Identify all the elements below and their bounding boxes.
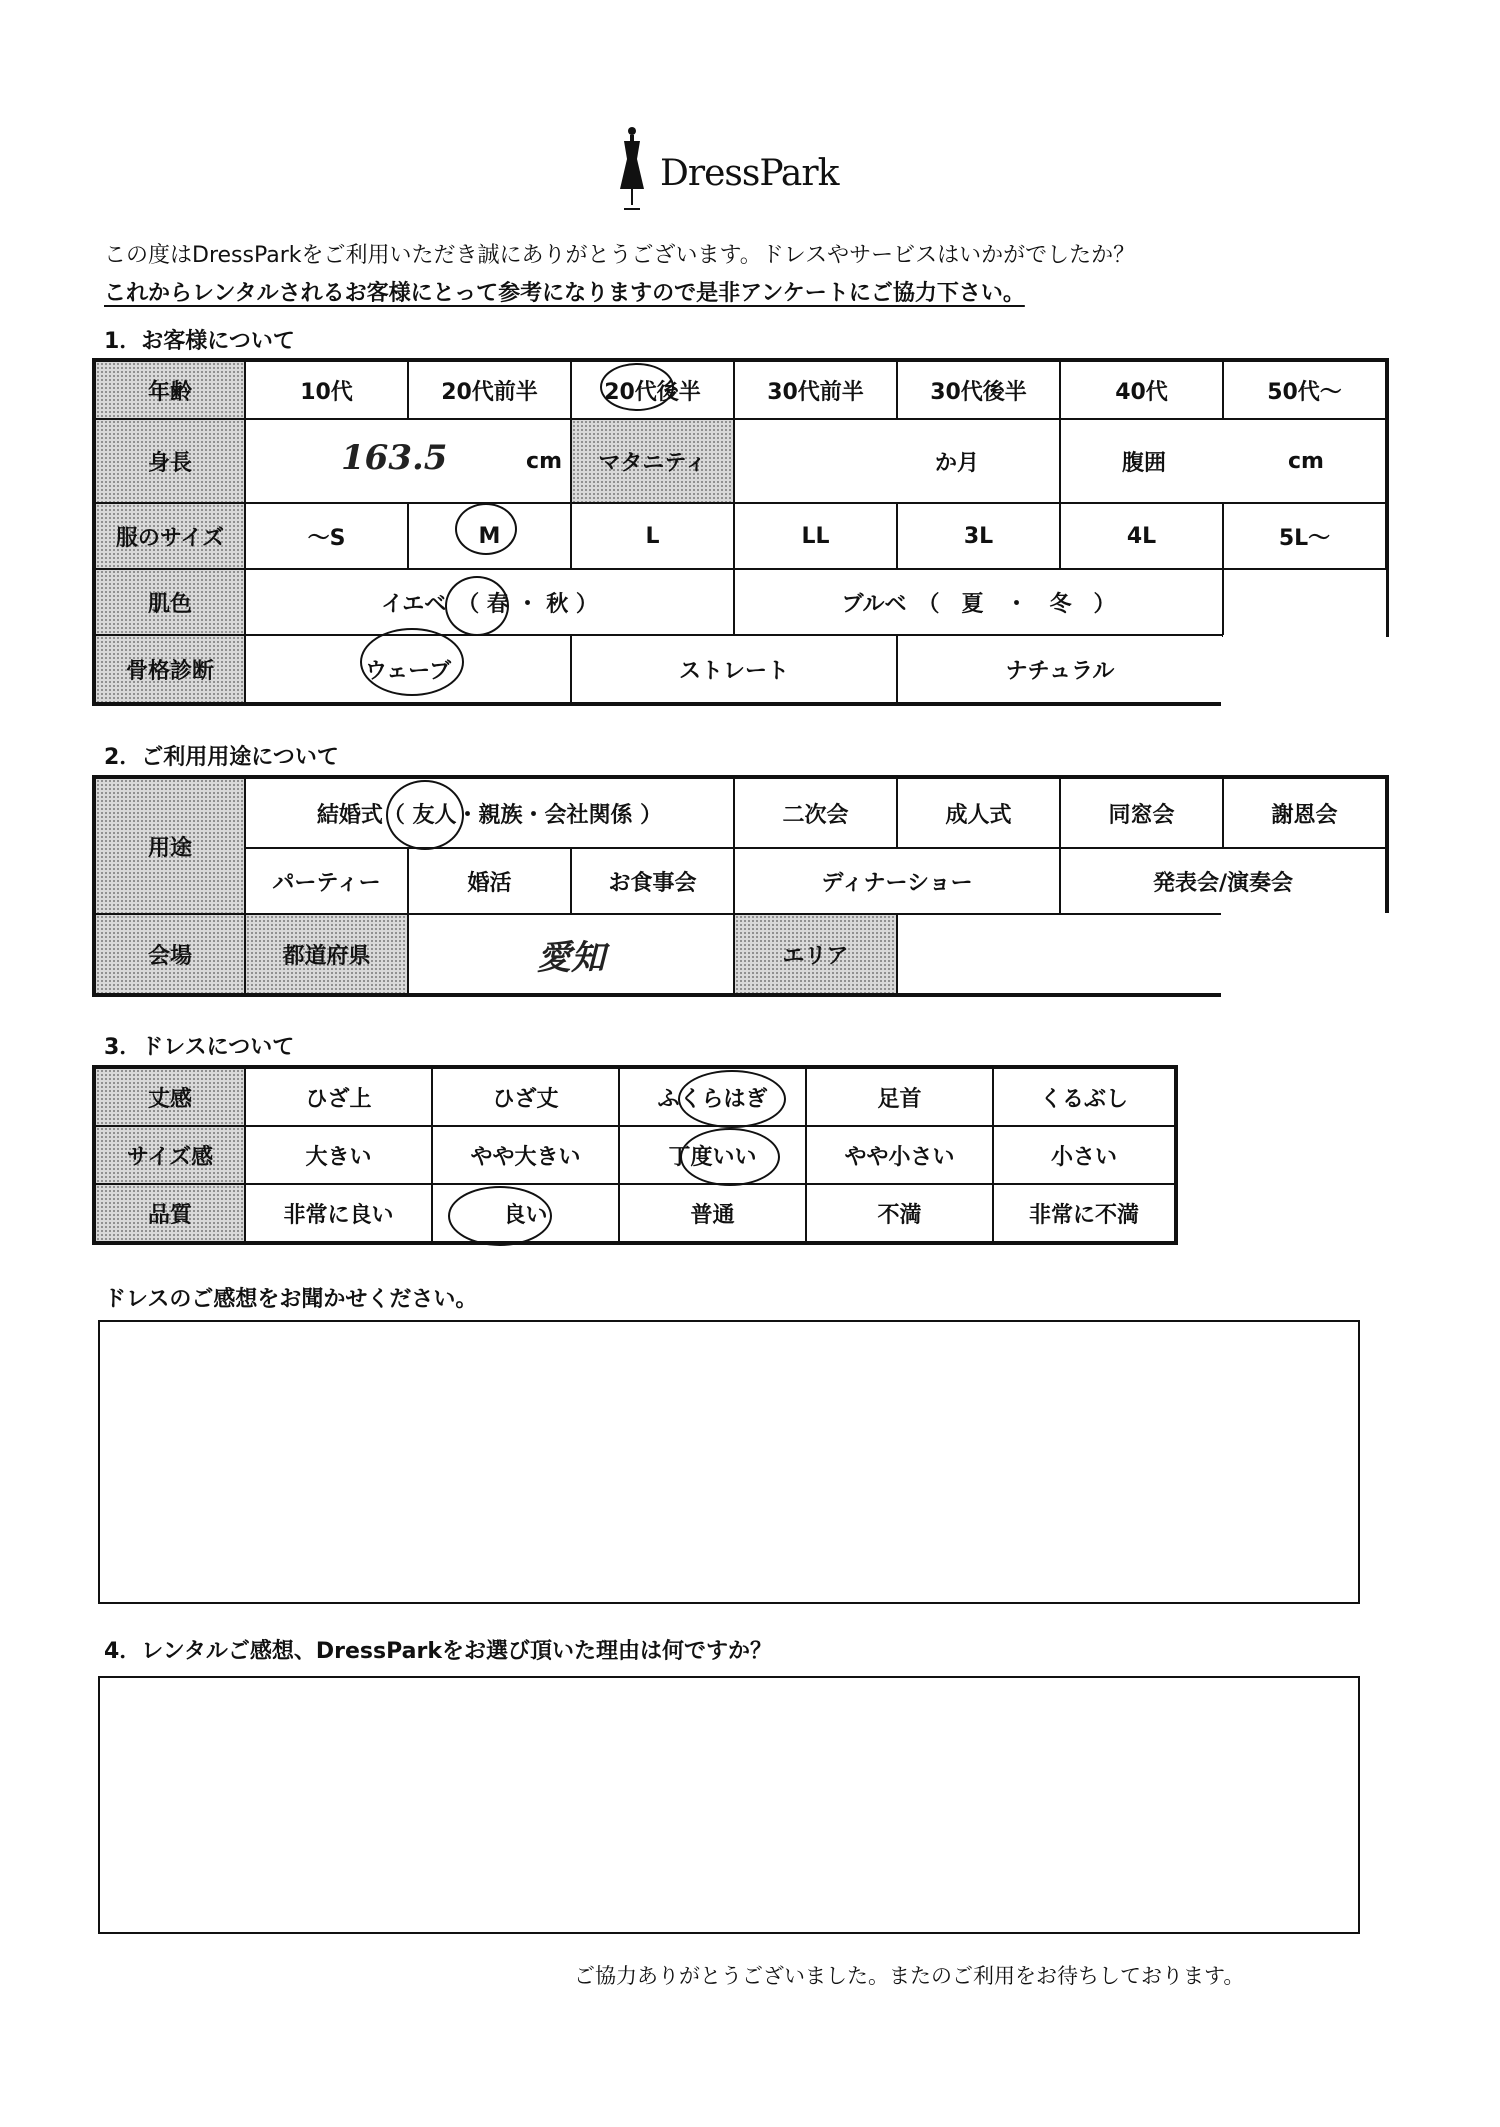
purpose-option[interactable]: ディナーショー	[734, 848, 1060, 914]
length-option[interactable]: ひざ丈	[432, 1068, 619, 1126]
venue-label: 会場	[95, 914, 245, 994]
section-2-title: 2．ご利用用途について	[104, 745, 339, 770]
prefecture-label: 都道府県	[245, 914, 408, 994]
logo-text: DressPark	[660, 153, 839, 194]
purpose-option[interactable]: 二次会	[734, 778, 897, 848]
length-option[interactable]: ふくらはぎ	[619, 1068, 806, 1126]
customer-table	[92, 358, 1389, 706]
dress-table	[92, 1065, 1178, 1245]
maternity-label: マタニティ	[571, 419, 734, 503]
purpose-option[interactable]: パーティー	[245, 848, 408, 914]
usage-table	[92, 775, 1389, 997]
age-option[interactable]: 40代	[1060, 361, 1223, 419]
quality-label: 品質	[95, 1184, 245, 1242]
purpose-label: 用途	[95, 778, 245, 914]
age-option[interactable]: 20代前半	[408, 361, 571, 419]
purpose-option[interactable]: 同窓会	[1060, 778, 1223, 848]
skin-yellow-option[interactable]: イエベ （ 春 ・ 秋 ）	[245, 569, 734, 635]
intro-line-2: これからレンタルされるお客様にとって参考になりますので是非アンケートにご協力下さい。	[104, 281, 1025, 306]
length-option[interactable]: くるぶし	[993, 1068, 1175, 1126]
quality-option[interactable]: 良い	[432, 1184, 619, 1242]
footer-thanks: ご協力ありがとうございました。またのご利用をお待ちしております。	[574, 1964, 1245, 1988]
dress-comment-title: ドレスのご感想をお聞かせください。	[104, 1287, 478, 1312]
skeleton-label: 骨格診断	[95, 635, 245, 703]
dress-mannequin-icon	[612, 125, 652, 215]
size-option[interactable]: ～S	[245, 503, 408, 569]
age-option[interactable]: 30代前半	[734, 361, 897, 419]
area-field[interactable]	[897, 914, 1223, 994]
size-label: 服のサイズ	[95, 503, 245, 569]
age-label: 年齢	[95, 361, 245, 419]
age-option[interactable]: 50代～	[1223, 361, 1386, 419]
height-unit: cm	[526, 448, 562, 474]
maternity-months-field[interactable]	[734, 419, 1060, 503]
size-option[interactable]: 3L	[897, 503, 1060, 569]
table-notch	[1221, 913, 1391, 999]
wedding-option[interactable]: 結婚式（ 友人・親族・会社関係 ）	[245, 778, 734, 848]
quality-option[interactable]: 普通	[619, 1184, 806, 1242]
months-unit: か月	[934, 450, 979, 476]
quality-option[interactable]: 非常に良い	[245, 1184, 432, 1242]
age-option[interactable]: 30代後半	[897, 361, 1060, 419]
purpose-option[interactable]: 婚活	[408, 848, 571, 914]
height-handwritten-value: 163.5	[341, 438, 448, 478]
fit-option[interactable]: やや小さい	[806, 1126, 993, 1184]
area-label: エリア	[734, 914, 897, 994]
purpose-option[interactable]: お食事会	[571, 848, 734, 914]
size-option[interactable]: 5L～	[1223, 503, 1386, 569]
size-option[interactable]: 4L	[1060, 503, 1223, 569]
skin-empty	[1223, 569, 1386, 635]
rental-reason-box[interactable]	[98, 1676, 1360, 1934]
height-field[interactable]	[245, 419, 571, 503]
section-1-title: 1．お客様について	[104, 329, 295, 354]
skeleton-option[interactable]: ウェーブ	[245, 635, 571, 703]
age-option[interactable]: 10代	[245, 361, 408, 419]
fit-option[interactable]: 小さい	[993, 1126, 1175, 1184]
purpose-option[interactable]: 謝恩会	[1223, 778, 1386, 848]
purpose-option[interactable]: 成人式	[897, 778, 1060, 848]
length-label: 丈感	[95, 1068, 245, 1126]
waist-unit: cm	[1288, 448, 1324, 474]
skin-label: 肌色	[95, 569, 245, 635]
prefecture-handwritten-value: 愛知	[537, 937, 605, 978]
table-notch	[1221, 637, 1391, 709]
fit-option[interactable]: 大きい	[245, 1126, 432, 1184]
size-option[interactable]: L	[571, 503, 734, 569]
logo	[612, 125, 912, 215]
height-label: 身長	[95, 419, 245, 503]
section-4-title: 4．レンタルご感想、DressParkをお選び頂いた理由は何ですか？	[104, 1639, 772, 1664]
purpose-option[interactable]: 発表会/演奏会	[1060, 848, 1386, 914]
quality-option[interactable]: 非常に不満	[993, 1184, 1175, 1242]
skin-blue-option[interactable]: ブルベ （ 夏 ・ 冬 ）	[734, 569, 1223, 635]
skeleton-option[interactable]: ストレート	[571, 635, 897, 703]
prefecture-field[interactable]	[408, 914, 734, 994]
waist-label: 腹囲	[1122, 450, 1167, 476]
fit-option[interactable]: やや大きい	[432, 1126, 619, 1184]
age-option[interactable]: 20代後半	[571, 361, 734, 419]
length-option[interactable]: 足首	[806, 1068, 993, 1126]
size-option[interactable]: LL	[734, 503, 897, 569]
fit-option[interactable]: 丁度いい	[619, 1126, 806, 1184]
fit-label: サイズ感	[95, 1126, 245, 1184]
length-option[interactable]: ひざ上	[245, 1068, 432, 1126]
dress-comment-box[interactable]	[98, 1320, 1360, 1604]
size-option[interactable]: M	[408, 503, 571, 569]
section-3-title: 3．ドレスについて	[104, 1035, 295, 1060]
waist-field[interactable]	[1060, 419, 1386, 503]
skeleton-option[interactable]: ナチュラル	[897, 635, 1223, 703]
intro-line-1: この度はDressParkをご利用いただき誠にありがとうございます。ドレスやサービスはいかがでしたか？	[104, 243, 1136, 268]
quality-option[interactable]: 不満	[806, 1184, 993, 1242]
